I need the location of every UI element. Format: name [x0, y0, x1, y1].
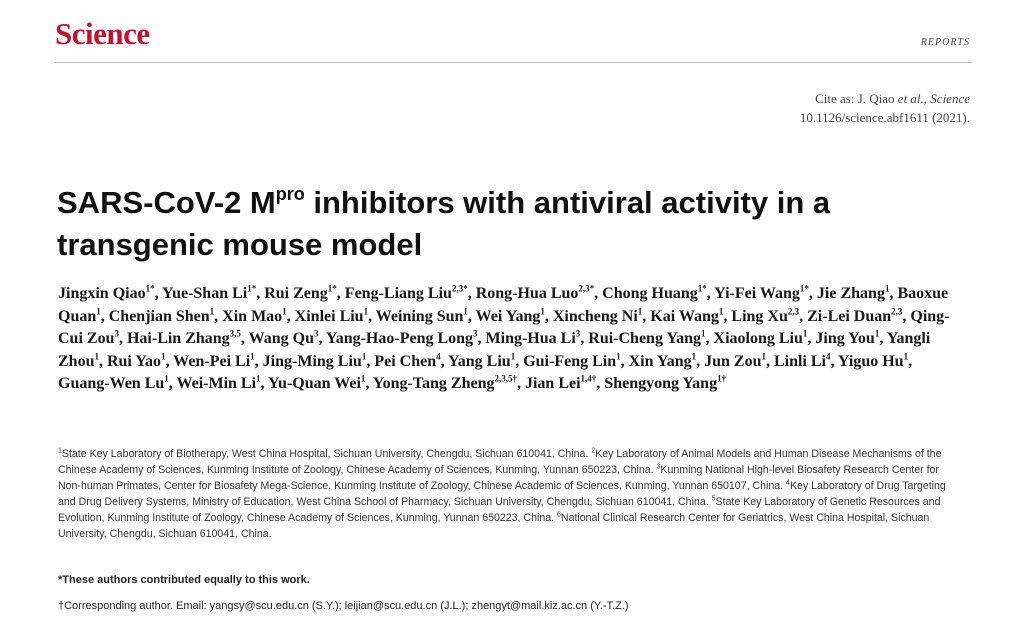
section-label: REPORTS: [920, 37, 970, 48]
affiliation-marker: 4: [786, 479, 790, 487]
author-name: [650, 308, 723, 325]
author-name-text: Yang-Hao-Peng Long: [325, 330, 474, 348]
author-name: [326, 330, 478, 347]
journal-logo: Science: [55, 16, 150, 51]
author-name: [704, 353, 766, 370]
author-name: [486, 330, 581, 347]
author-name: [731, 308, 799, 325]
author-affiliation-marker: 1: [164, 374, 169, 385]
author-affiliation-marker: 2,3: [787, 306, 800, 317]
citation-doi: 10.1126/science.abf1611 (2021).: [799, 110, 970, 125]
author-affiliation-marker: 1: [250, 351, 255, 362]
author-name: [604, 375, 726, 392]
author-affiliation-marker: 4: [436, 351, 441, 362]
title-part1: SARS-CoV-2 M: [57, 185, 276, 220]
affiliation-text: State Key Laboratory of Biotherapy, West China Hospital, Sichuan University, Chengdu, Sichuan 610041, China.: [61, 448, 592, 460]
author-affiliation-marker: 1: [96, 306, 101, 317]
author-affiliation-marker: 1: [884, 283, 890, 294]
author-name: [629, 353, 696, 370]
citation-etal: et al.: [897, 91, 924, 106]
author-affiliation-marker: 1: [94, 351, 99, 362]
author-affiliation-marker: 2,3,5†: [494, 374, 517, 385]
author-name: [173, 353, 254, 370]
affiliation-text: State Key Laboratory of Genetic Resources and Evolution, Kunming Institute of Zoology, Chinese Academy of Sciences, Kunming, Yunnan 650223, China.: [58, 495, 941, 524]
affiliation-text: Kunming National High-level Biosafety Research Center for Non-human Primates, Center for Biosafety Mega-Science, Kunming Institute of Zoology, Chinese Academic of Sciences, Kunming, Yunnan 650107, China.: [58, 463, 939, 492]
author-name: [374, 353, 440, 370]
author-name: [222, 308, 287, 325]
author-name-text: Rui Zeng: [264, 285, 328, 302]
author-name-text: Xin Mao: [222, 307, 283, 325]
author-list: Jingxin Qiao$^{1*}$, Yue-Shan $Li^{1*}$, Rui Zeng$^{1*}$, Feng-Liang Liu$^{2,3*}$, Rong-Hua Luo$^{2,3*}$, Chong Huang$^{1*}$, Yi-Fei Wang$^{1*}$, Jie Zhang$^1$, Baoxue Quan$^1$, Chenjian Shen$^1$, Xin Mao$^1$, Xinlei Liu$^1$, Weining Sun$^1$, Wei Yang$^1$, Xincheng Ni$^1$, Kai Wang$^1$, Ling Xu$^{2,3}$, Zi-Lei Duan$^{2,3}$, Qing-Cui Zou$^3$, Hai-Lin Zhang$^{3,5}$, Wang Qu$^3$, Yang-Hao-Peng Long$^3$, Ming-Hua Li$^3$, Rui-Cheng Yang$^1$, Xiaolong Liu$^1$, Jing You$^1$, Yangli Zhou$^1$, Rui Yao$^1$, Wen-Pei Li$^1$, Jing-Ming Liu$^1$, Pei Chen$^4$, Yang Liu$^1$, Gui-Feng Lin$^1$, Xin Yang$^1$, Jun Zou$^1$, Linli Li$^4$, Yiguo Hu$^1$, Guang-Wen Lu$^1$, Wei-Min Li$^1$, Yu-Quan Wei$^1$, Yong-Tang Zheng$^{2,3,5\dagger}$, Jian Lei$^{1,4\dagger}$, Shengyong Yang$^{1\dagger}$: [58, 283, 950, 393]
author-name-text: Ling Xu: [731, 307, 788, 325]
author-name: [58, 375, 169, 392]
author-name-text: Wang Qu: [248, 330, 314, 348]
author-affiliation-marker: 1: [616, 351, 621, 362]
author-affiliation-marker: 1*: [697, 283, 707, 294]
article-title: [57, 182, 957, 266]
author-name: [373, 375, 517, 392]
author-affiliation-marker: 2,3*: [578, 283, 595, 294]
author-name-text: Jian Lei: [524, 375, 581, 393]
author-name: [295, 308, 368, 325]
author-affiliation-marker: 1: [463, 306, 468, 317]
author-affiliation-marker: 1*: [145, 283, 155, 294]
author-affiliation-marker: 1*: [327, 283, 337, 294]
author-affiliation-marker: 1: [209, 306, 215, 317]
author-name: [127, 330, 241, 347]
author-name: [176, 375, 260, 392]
author-name-text: Guang-Wen Lu: [58, 375, 165, 393]
author-affiliation-marker: 1*: [799, 283, 809, 294]
author-affiliation-marker: 3: [473, 328, 478, 339]
author-name-text: Jun Zou: [704, 352, 762, 370]
author-affiliation-marker: 1: [802, 328, 808, 339]
affiliation-marker: 3: [656, 463, 661, 471]
affiliation-text: Key Laboratory of Drug Targeting and Drug Delivery Systems, Ministry of Education, West China School of Pharmacy, Sichuan University, Chengdu, Sichuan 610041, China.: [58, 479, 946, 508]
author-name-text: Yiguo Hu: [837, 352, 904, 370]
author-name-text: Qing-Cui Zou: [58, 307, 950, 348]
author-name-text: Jingxin Qiao: [58, 285, 146, 302]
author-name-text: Zi-Lei Duan: [807, 307, 892, 325]
author-affiliation-marker: 1: [874, 328, 880, 339]
author-name-text: Xincheng Ni: [552, 307, 638, 325]
author-name-text: Rui-Cheng Yang: [588, 330, 702, 348]
author-affiliation-marker: 1: [691, 351, 697, 362]
author-affiliation-marker: 3: [314, 328, 319, 339]
header-divider: [55, 62, 972, 63]
author-affiliation-marker: 1: [761, 351, 766, 362]
author-name-text: Xinlei Liu: [294, 307, 364, 325]
citation-journal: Science: [930, 91, 970, 106]
author-name-text: Chong Huang: [602, 285, 698, 302]
author-name-text: Gui-Feng Lin: [523, 352, 617, 370]
author-name-text: Pei Chen: [374, 352, 437, 370]
author-affiliation-marker: 4: [826, 351, 831, 362]
author-name-text: Jing-Ming Liu: [262, 352, 362, 370]
author-affiliation-marker: 1: [718, 306, 724, 317]
author-name: [268, 375, 365, 392]
author-affiliation-marker: 1: [360, 374, 366, 385]
citation-prefix: Cite as: J. Qiao: [815, 91, 898, 106]
author-name: [807, 308, 902, 325]
author-name-text: Wen-Pei Li: [173, 352, 251, 370]
author-name: [714, 285, 809, 302]
author-affiliation-marker: 1: [701, 328, 706, 339]
author-affiliation-marker: 1: [161, 351, 166, 362]
author-name-text: Wei-Min Li: [176, 375, 257, 393]
author-name: [523, 353, 620, 370]
author-affiliation-marker: 1: [282, 306, 287, 317]
author-affiliation-marker: 1: [903, 351, 909, 362]
title-part2: inhibitors with antiviral activity in a transgenic mouse model: [57, 185, 831, 262]
author-name: [58, 285, 155, 302]
author-name-text: Rong-Hua Luo: [475, 285, 579, 302]
author-name-text: Kai Wang: [650, 307, 719, 325]
author-name-text: Chenjian Shen: [108, 307, 210, 325]
author-affiliation-marker: 1,4†: [580, 374, 597, 385]
author-affiliation-marker: 1: [637, 306, 643, 317]
affiliation-list: [58, 447, 958, 542]
author-affiliation-marker: 3: [575, 328, 581, 339]
author-name: [476, 308, 545, 325]
author-name-text: Yu-Quan Wei: [267, 375, 361, 393]
author-name: [448, 353, 515, 370]
author-name-text: Feng-Liang Liu: [344, 285, 452, 302]
affiliation-marker: 6: [557, 511, 561, 519]
affiliation-marker: 2: [591, 447, 596, 455]
author-name: [774, 353, 831, 370]
author-affiliation-marker: 3,5: [229, 328, 241, 339]
author-name-text: Jing You: [815, 330, 875, 348]
author-name: [107, 353, 166, 370]
author-affiliation-marker: 1: [540, 306, 545, 317]
author-name-text: Baoxue Quan: [58, 285, 949, 325]
author-name: [263, 353, 367, 370]
affiliation-text: Key Laboratory of Animal Models and Human Disease Mechanisms of the Chinese Academy of Sciences, Kunming Institute of Zoology, Chinese Academy of Sciences, Kunming, Yunnan 650223, China.: [58, 448, 942, 476]
author-name-text: Yong-Tang Zheng: [372, 375, 495, 393]
author-name: [525, 375, 596, 392]
author-name-text: Shengyong Yang: [604, 375, 718, 393]
author-name: [714, 330, 808, 347]
author-affiliation-marker: 1: [363, 306, 369, 317]
author-affiliation-marker: 3: [114, 328, 119, 339]
author-name: [815, 330, 879, 347]
author-name: [553, 308, 642, 325]
citation-line: [800, 89, 970, 108]
author-name: [109, 308, 214, 325]
citation-block: [800, 89, 970, 127]
title-superscript: pro: [275, 183, 305, 204]
author-name: [476, 285, 594, 302]
author-name: [588, 330, 705, 347]
author-affiliation-marker: 1: [256, 374, 261, 385]
author-name: [817, 285, 890, 302]
author-name-text: Linli Li: [773, 352, 826, 370]
author-affiliation-marker: 1†: [717, 374, 727, 385]
author-name: [345, 285, 468, 302]
author-name-text: Wei Yang: [475, 307, 541, 325]
author-name-text: Yang Liu: [448, 352, 511, 370]
author-name: [838, 353, 908, 370]
author-name: [249, 330, 319, 347]
citation-sep: ,: [923, 91, 931, 106]
affiliation-text: National Clinical Research Center for Geriatrics, West China Hospital, Sichuan University, Chengdu, Sichuan 610041, China.: [58, 511, 930, 540]
author-name: [264, 285, 337, 302]
author-affiliation-marker: 1*: [247, 283, 257, 294]
equal-contribution-note: *These authors contributed equally to this work.: [58, 574, 310, 586]
author-name-text: Hai-Lin Zhang: [126, 330, 230, 348]
author-affiliation-marker: 1: [510, 351, 516, 362]
corresponding-author-note: †Corresponding author. Email: yangsy@scu.edu.cn (S.Y.); leijian@scu.edu.cn (J.L.); zhengyt@mail.kiz.ac.cn (Y.-T.Z.): [58, 600, 629, 612]
author-name-text: Yangli Zhou: [58, 330, 931, 370]
author-name-text: Xin Yang: [628, 352, 692, 370]
author-name-text: Xiaolong Liu: [713, 330, 803, 348]
author-name-text: Ming-Hua Li: [485, 330, 576, 348]
author-name: [376, 308, 468, 325]
author-name-text: Yi-Fei Wang: [714, 285, 800, 302]
author-name-text: Rui Yao: [106, 352, 162, 370]
affiliation-marker: 5: [711, 495, 716, 503]
author-affiliation-marker: 2,3: [891, 306, 903, 317]
author-name: [602, 285, 707, 302]
author-affiliation-marker: 1: [361, 351, 367, 362]
author-name-text: Weining Sun: [375, 307, 464, 325]
affiliation-marker: 1: [58, 447, 62, 455]
author-name: [162, 285, 256, 302]
author-name-text: Jie Zhang: [816, 285, 885, 302]
author-affiliation-marker: 2,3*: [451, 283, 468, 294]
author-name-text: Yue-Shan Li: [161, 285, 248, 302]
